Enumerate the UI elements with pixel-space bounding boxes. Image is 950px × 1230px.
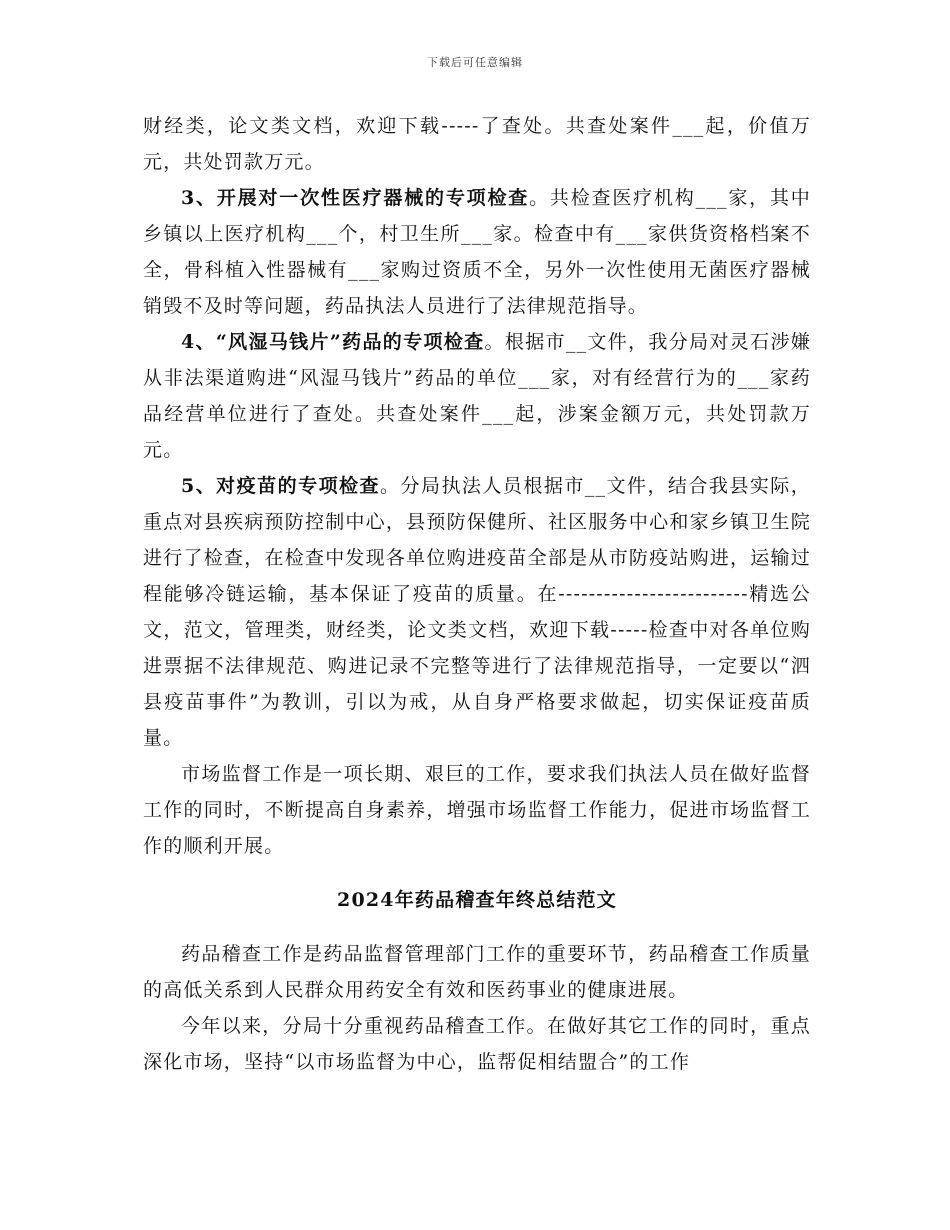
section-body-vaccines: 。分局执法人员根据市__文件，结合我县实际，重点对县疾病预防控制中心，县预防保健所、社区服务中心和家乡镇卫生院进行了检查，在检查中发现各单位购进疫苗全部是从市防疫站购进，运输过程能够冷链运输，基本保证了疫苗的质量。在-------------------------精选公文，范文，管理类，财经类，论文类文档，欢迎下载-----检查中对各单位购进票据不法律规范、购进记录不完整等进行了法律规范指导，一定要以“泗县疫苗事件”为教训，引以为戒，从自身严格要求做起，切实保证疫苗质量。 <box>143 475 811 749</box>
paragraph-this-year: 今年以来，分局十分重视药品稽查工作。在做好其它工作的同时，重点深化市场，坚持“以市场监督为中心，监帮促相结盟合”的工作 <box>143 1015 811 1073</box>
section-heading-medical-devices: 3、开展对一次性医疗器械的专项检查 <box>181 187 530 209</box>
document-title: 2024年药品稽查年终总结范文 <box>337 889 617 911</box>
paragraph-intro: 药品稽查工作是药品监督管理部门工作的重要环节，药品稽查工作质量的高低关系到人民群众用药安全有效和医药事业的健康进展。 <box>143 943 811 1001</box>
section-heading-vaccines: 5、对疫苗的专项检查 <box>181 475 381 497</box>
paragraph-medical-devices <box>143 180 811 324</box>
paragraph-continuation: 财经类，论文类文档，欢迎下载-----了查处。共查处案件___起，价值万元，共处罚款万元。 <box>143 115 811 173</box>
document-body <box>143 108 811 1080</box>
page-header: 下载后可任意编辑 <box>427 56 523 69</box>
paragraph-vaccines <box>143 468 811 756</box>
section-heading-rheumatism-tablets: 4、“风湿马钱片”药品的专项检查 <box>181 331 485 353</box>
paragraph-rheumatism-tablets <box>143 324 811 468</box>
section-body-medical-devices: 。共检查医疗机构___家，其中乡镇以上医疗机构___个，村卫生所___家。检查中有___家供货资格档案不全，骨科植入性器械有___家购过资质不全，另外一次性使用无菌医疗器械销毁不及时等问题，药品执法人员进行了法律规范指导。 <box>143 187 811 317</box>
section-body-rheumatism-tablets: 。根据市__文件，我分局对灵石涉嫌从非法渠道购进“风湿马钱片”药品的单位___家，对有经营行为的___家药品经营单位进行了查处。共查处案件___起，涉案金额万元，共处罚款万元。 <box>143 331 812 461</box>
paragraph-conclusion: 市场监督工作是一项长期、艰巨的工作，要求我们执法人员在做好监督工作的同时，不断提高自身素养，增强市场监督工作能力，促进市场监督工作的顺利开展。 <box>143 763 811 857</box>
